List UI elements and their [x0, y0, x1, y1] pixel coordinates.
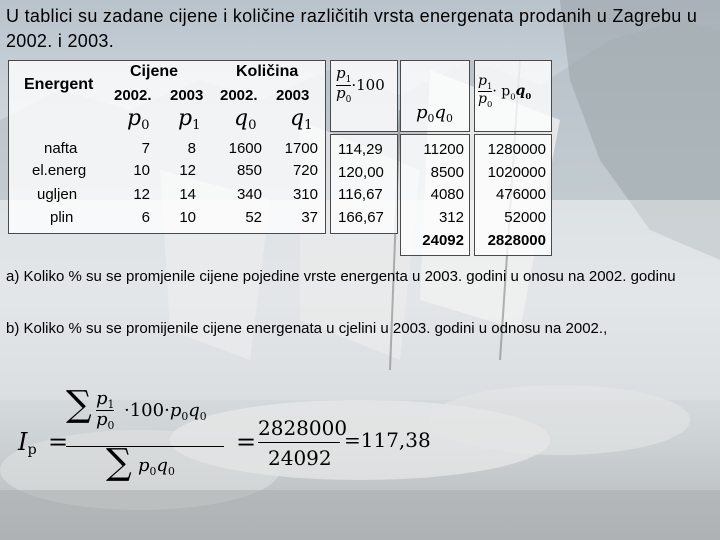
p1-0: 8: [187, 140, 196, 157]
formula-numerator-rest: $\cdot 100\cdot p_0q_0$: [124, 400, 207, 423]
symbol-q0: $q_0$: [234, 106, 257, 133]
p0q0-value-0: 11200: [423, 141, 464, 158]
index-value-0: 114,29: [338, 141, 383, 158]
header-cijene: Cijene: [130, 63, 179, 80]
q0-1: 850: [236, 162, 262, 179]
p0-3: 6: [141, 209, 150, 226]
row-name-3: plin: [50, 209, 74, 226]
p0-2: 12: [133, 186, 150, 203]
formula-sum-bottom: ∑: [106, 442, 132, 483]
question-a: a) Koliko % su se promjenile cijene pojedine vrste energenta u 2003. godini u onosu na 2002. godinu: [6, 268, 676, 285]
year-p0: 2002.: [114, 87, 152, 104]
q1-2: 310: [292, 186, 318, 203]
p1q0-value-3: 52000: [504, 209, 546, 226]
row-name-2: ugljen: [37, 186, 78, 203]
p0q0-total: 24092: [422, 232, 464, 249]
year-p1: 2003: [170, 87, 204, 104]
q0-2: 340: [236, 186, 262, 203]
p0q0-header-formula: $p_0q_0$: [416, 102, 453, 125]
formula-equals-1: =: [48, 428, 69, 456]
formula-value-denominator: 24092: [268, 446, 332, 470]
symbol-p0: $p_0$: [127, 106, 150, 133]
formula-equals-2: =: [236, 428, 257, 456]
symbol-p1: $p_1$: [178, 106, 201, 133]
p1q0-total: 2828000: [487, 232, 546, 249]
row-name-1: el.energ: [32, 162, 87, 179]
year-q0: 2002.: [220, 87, 258, 104]
header-energent: Energent: [24, 76, 94, 93]
symbol-q1: $q_1$: [290, 106, 313, 133]
p1-1: 12: [179, 162, 196, 179]
p1q0-value-1: 1020000: [487, 164, 546, 181]
formula-main-bar: [66, 446, 224, 447]
index-value-1: 120,00: [338, 164, 384, 181]
question-b: b) Koliko % su se promijenile cijene energenata u cjelini u 2003. godini u odnosu na 2002.,: [6, 320, 608, 337]
p1q0-header-formula: $\frac{p_1}{p_0}$ · $p_0q_0$: [478, 73, 532, 109]
row-name-0: nafta: [44, 140, 78, 157]
p0-1: 10: [133, 162, 150, 179]
formula-value-bar: [258, 442, 340, 443]
formula-value-numerator: 2828000: [258, 416, 348, 440]
p1-3: 10: [179, 209, 196, 226]
index-value-2: 116,67: [338, 186, 383, 203]
formula-sum-top: ∑: [66, 384, 92, 425]
formula-numerator-frac: $\frac{p_1}{p_0}$: [96, 388, 115, 433]
q1-1: 720: [292, 162, 318, 179]
p0-0: 7: [141, 140, 150, 157]
q1-0: 1700: [284, 140, 318, 157]
year-q1: 2003: [276, 87, 310, 104]
q0-0: 1600: [228, 140, 262, 157]
formula-denominator: $p_0q_0$: [138, 455, 175, 478]
formula-result: =117,38: [344, 428, 431, 452]
q1-3: 37: [301, 209, 318, 226]
p1-2: 14: [179, 186, 196, 203]
p1q0-value-0: 1280000: [487, 141, 546, 158]
p0q0-value-3: 312: [438, 209, 464, 226]
page-title: U tablici su zadane cijene i količine različitih vrsta energenata prodanih u Zagrebu u 2002. i 2003.: [6, 6, 698, 51]
p0q0-value-2: 4080: [430, 186, 464, 203]
index-header-formula: $\frac{p_1}{p_0}$ ·100: [336, 64, 385, 106]
index-value-3: 166,67: [338, 209, 384, 226]
p1q0-value-2: 476000: [495, 186, 546, 203]
header-kolicina: Količina: [236, 63, 299, 80]
formula-lhs: $I_p$: [18, 428, 37, 458]
q0-3: 52: [245, 209, 262, 226]
p0q0-value-1: 8500: [430, 164, 464, 181]
